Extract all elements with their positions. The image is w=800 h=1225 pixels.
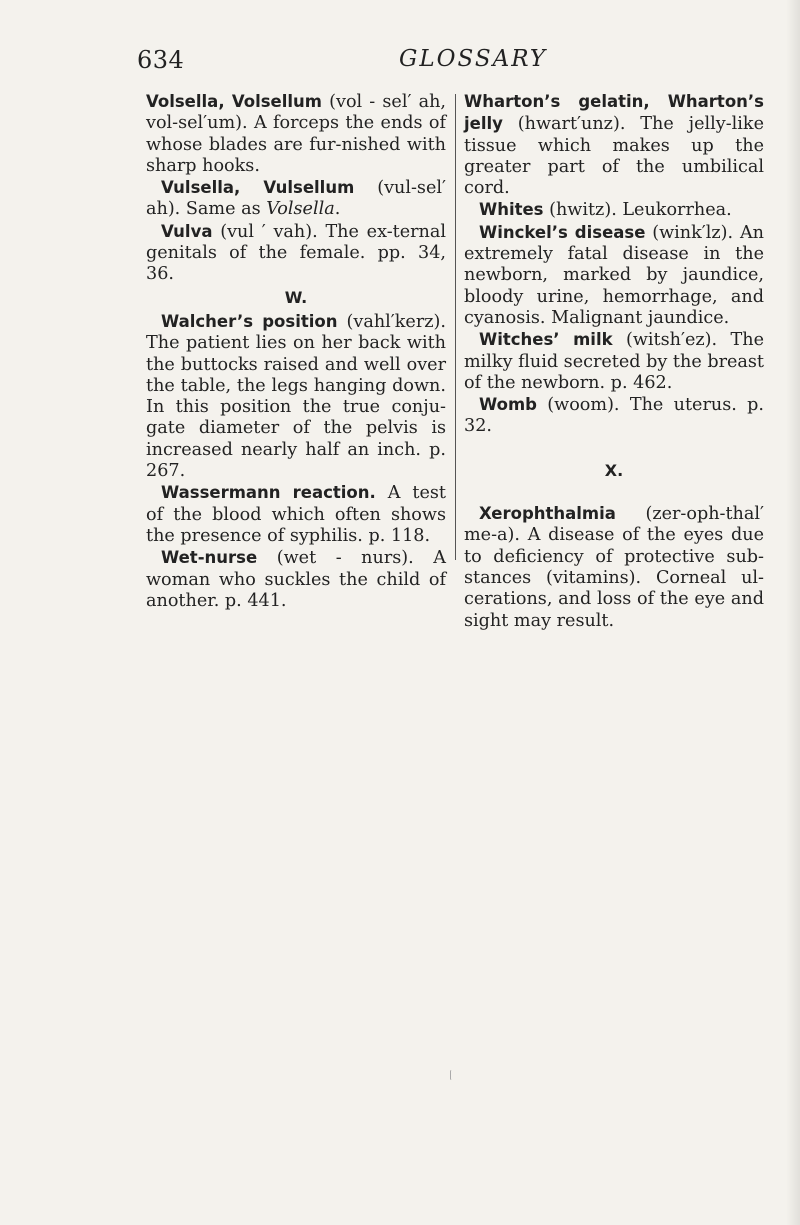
glossary-entry-witches-milk [464,329,764,394]
entry-text: (wink′lz). An extremely fatal disease in the newborn, marked by jaundice, bloody urine, hemorrhage, and cyanosis. Malignant jaundice. [464,222,764,328]
column-divider [455,94,456,560]
entry-text: (hwitz). Leukorrhea. [543,200,732,221]
glossary-entry-winckel [464,222,764,329]
glossary-entry-walcher [146,311,446,482]
entry-term: Witches’ milk [479,330,613,350]
glossary-entry-volsella [146,91,446,177]
section-letter-w: W. [284,287,308,307]
glossary-entry-wassermann [146,482,446,547]
entry-text: (vul ′ vah). The ex-ternal genitals of the female. pp. 34, 36. [146,221,446,285]
entry-text: (wet - nurs). A woman who suckles the child of another. p. 441. [146,548,446,611]
entry-term: Volsella, Volsellum [146,92,322,111]
entry-text: (witsh′ez). The milky fluid secreted by the breast of the newborn. p. 462. [464,330,765,393]
section-letter-x: X. [604,460,624,480]
entry-term: Xerophthalmia [479,504,616,524]
entry-text: (woom). The uterus. p. 32. [464,395,764,437]
glossary-entry-xerophthalmia [464,503,764,632]
entry-text: (hwart′unz). The jelly-like tissue which makes up the greater part of the umbilical cord. [464,114,764,199]
entry-crossref: Volsella [266,199,335,220]
entry-term: Wharton’s gelatin, Wharton’s jelly [464,92,764,134]
page-edge-shadow [786,0,800,1225]
page-number: 634 [137,46,185,74]
paper-blemish [450,1070,453,1080]
entry-term: Wet-nurse [161,548,258,568]
glossary-entry-whites [464,199,764,221]
entry-term: Walcher’s position [161,311,338,331]
glossary-entry-vulsella [146,177,446,221]
entry-text-end: . [334,199,341,220]
entry-term: Vulva [161,221,213,241]
entry-text: (vol - sel′ ah, vol-sel′um). A forceps the ends of whose blades are fur-nished with sharp hooks. [146,92,446,176]
entry-text: (vahl′kerz). The patient lies on her back with the buttocks raised and well over the table, the legs hanging down. In this position the true conju-gate diameter of the pelvis is increased nearly half an inch. p. 267. [146,311,446,482]
glossary-entry-vulva [146,221,446,286]
entry-term: Wassermann reaction. [161,483,376,503]
entry-text: (zer-oph-thal′ me-a). A disease of the eyes due to deficiency of protective sub-stances (vitamins). Corneal ul-cerations, and loss of the eye and sight may result. [464,504,764,631]
glossary-entry-wharton [464,91,764,199]
entry-term: Vulsella, Vulsellum [161,178,355,198]
glossary-entry-womb [464,394,764,438]
right-column [464,91,764,632]
glossary-entry-wet-nurse [146,547,446,612]
entry-term: Winckel’s disease [479,222,646,242]
page-header [137,46,757,76]
running-head: GLOSSARY [399,46,548,72]
entry-text: A test of the blood which often shows the presence of syphilis. p. 118. [146,483,446,546]
entry-term: Whites [479,200,544,220]
entry-text: (vul-sel′ ah). Same as [146,178,446,220]
entry-term: Womb [479,395,537,415]
left-column [146,91,446,612]
